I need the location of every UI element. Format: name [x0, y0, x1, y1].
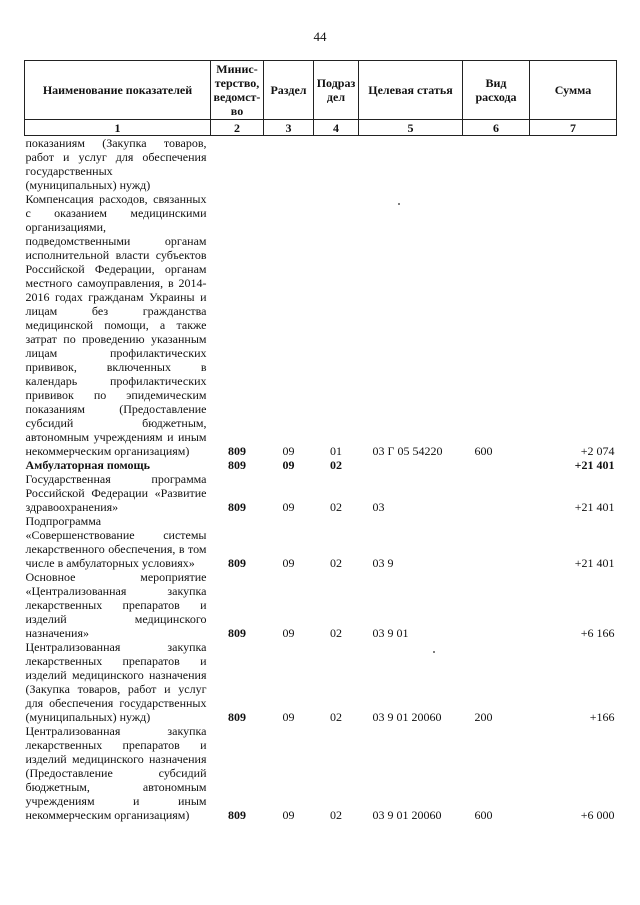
budget-table	[24, 60, 617, 822]
amount: +2 074	[580, 444, 615, 458]
column-number: 6	[463, 120, 530, 136]
scan-speck	[398, 203, 400, 205]
amount: +21 401	[574, 458, 615, 472]
section-code: 09	[282, 458, 295, 472]
subsection-code: 02	[330, 710, 342, 724]
subsection-code: 01	[330, 444, 342, 458]
indicator-name: Компенсация расходов, связанных с оказанием медицинскими организациями, подведомственными органам исполнительной власти субъектов Российской Федерации, органам местного самоуправления, в 2014-2016 годах гражданам Украины и лицам без гражданства медицинской помощи, а также затрат по проведению указанным лицам профилактических прививок, включенных в календарь профилактических прививок по эпидемическим показаниям (Предоставление субсидий бюджетным, автономным учреждениям и иным некоммерческим организациям)	[25, 192, 207, 458]
amount: +21 401	[574, 556, 615, 570]
column-number: 1	[25, 120, 211, 136]
indicator-name: Централизованная закупка лекарственных препаратов и изделий медицинского назначения (Предоставление субсидий бюджетным, автономным учреждениям и иным некоммерческим организациям)	[25, 724, 207, 822]
expense-type: 200	[474, 710, 493, 724]
table-row	[25, 724, 617, 822]
target-article	[359, 136, 463, 193]
ministry-code: 809	[228, 626, 246, 640]
expense-type	[463, 570, 530, 640]
amount: +21 401	[574, 500, 615, 514]
target-article: 03 Г 05 54220	[372, 444, 443, 458]
target-article: 03 9 01 20060	[372, 808, 442, 822]
table-header-row	[25, 61, 617, 120]
header-indicator-name: Наименование показателей	[25, 61, 211, 120]
section-code: 09	[282, 556, 295, 570]
ministry-code	[211, 136, 264, 193]
section-code	[264, 136, 314, 193]
expense-type	[463, 514, 530, 570]
section-code: 09	[282, 808, 295, 822]
indicator-name: Основное мероприятие «Централизованная закупка лекарственных препаратов и изделий медицинского назначения»	[25, 570, 207, 640]
header-amount: Сумма	[530, 61, 617, 120]
ministry-code: 809	[228, 808, 246, 822]
column-number: 3	[264, 120, 314, 136]
target-article: 03 9 01 20060	[372, 710, 442, 724]
amount: +6 000	[580, 808, 615, 822]
target-article: 03 9	[372, 556, 394, 570]
amount: +6 166	[580, 626, 615, 640]
section-code: 09	[282, 444, 295, 458]
expense-type	[463, 472, 530, 514]
table-row	[25, 514, 617, 570]
expense-type: 600	[474, 808, 493, 822]
ministry-code: 809	[228, 500, 246, 514]
header-section: Раздел	[264, 61, 314, 120]
ministry-code: 809	[228, 444, 246, 458]
table-row	[25, 570, 617, 640]
table-row	[25, 458, 617, 472]
indicator-name: Централизованная закупка лекарственных препаратов и изделий медицинского назначения (Закупка товаров, работ и услуг для обеспечения государственных (муниципальных) нужд)	[25, 640, 207, 724]
expense-type	[463, 458, 530, 472]
expense-type: 600	[474, 444, 493, 458]
ministry-code: 809	[228, 710, 246, 724]
subsection-code	[314, 136, 359, 193]
indicator-name: Амбулаторная помощь	[25, 458, 150, 472]
scan-speck	[433, 651, 435, 653]
subsection-code: 02	[330, 500, 342, 514]
header-expense-type: Вид расхода	[463, 61, 530, 120]
ministry-code: 809	[228, 458, 246, 472]
indicator-name: Государственная программа Российской Федерации «Развитие здравоохранения»	[25, 472, 207, 514]
subsection-code: 02	[330, 458, 342, 472]
indicator-name: Подпрограмма «Совершенствование системы лекарственного обеспечения, в том числе в амбулаторных условиях»	[25, 514, 207, 570]
header-target-article: Целевая статья	[359, 61, 463, 120]
page-number: 44	[313, 29, 327, 44]
target-article: 03 9 01	[372, 626, 409, 640]
column-number: 5	[359, 120, 463, 136]
ministry-code: 809	[228, 556, 246, 570]
subsection-code: 02	[330, 556, 342, 570]
section-code: 09	[282, 626, 295, 640]
amount	[530, 136, 617, 193]
column-number-row	[25, 120, 617, 136]
target-article: 03	[372, 500, 385, 514]
column-number: 4	[314, 120, 359, 136]
table-row	[25, 640, 617, 724]
section-code: 09	[282, 500, 295, 514]
header-ministry: Минис-терство, ведомст-во	[211, 61, 264, 120]
table-row	[25, 472, 617, 514]
subsection-code: 02	[330, 808, 342, 822]
indicator-name: показаниям (Закупка товаров, работ и услуг для обеспечения государственных (муниципальных) нужд)	[25, 136, 207, 192]
table-row	[25, 192, 617, 458]
header-subsection: Подраз дел	[314, 61, 359, 120]
section-code: 09	[282, 710, 295, 724]
target-article	[359, 458, 463, 472]
table-row	[25, 136, 617, 193]
amount: +166	[589, 710, 615, 724]
column-number: 2	[211, 120, 264, 136]
subsection-code: 02	[330, 626, 342, 640]
column-number: 7	[530, 120, 617, 136]
expense-type	[463, 136, 530, 193]
